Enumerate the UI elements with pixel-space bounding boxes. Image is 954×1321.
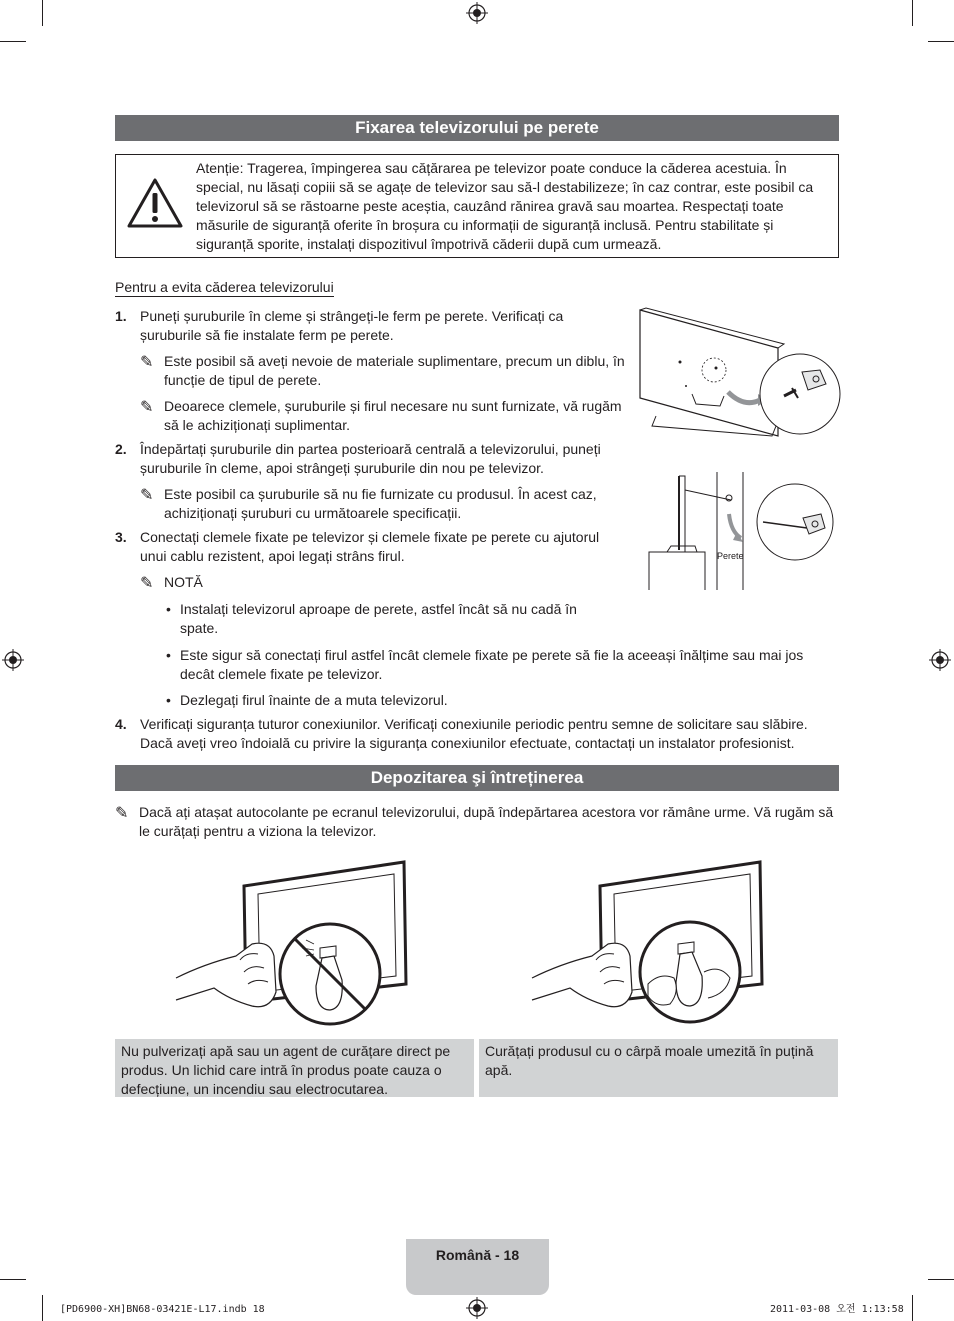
note-text: Este posibil să aveți nevoie de materiale suplimentare, precum un diblu, în funcție de tipul de perete. [164,353,625,388]
crop-mark [42,0,43,26]
cloth-cleaning-illustration [530,860,766,1028]
note-text: Dacă ați atașat autocolante pe ecranul televizorului, după îndepărtarea acestora vor rămâne urme. Vă rugăm să le curățați pentru a viziona la televizor. [139,804,834,839]
note-pencil-icon: ✎ [140,573,154,592]
bullet-dot: • [166,647,171,663]
step-text: Îndepărtați șuruburile din partea posterioară centrală a televizorului, puneți șuruburile în cleme, apoi strângeți șuruburile din nou pe televizor. [140,441,601,476]
step-number: 3. [115,529,127,545]
tv-wall-cable-illustration [645,472,841,590]
warning-triangle-icon [126,177,184,229]
registration-mark-icon [466,1297,488,1319]
slug-left: [PD6900-XH]BN68-03421E-L17.indb 18 [60,1304,265,1315]
caption-cloth: Curățați produsul cu o cârpă moale umezită în puțină apă. [479,1039,838,1097]
step-text: Puneți șuruburile în cleme și strângeți-le ferm pe perete. Verificați ca șuruburile să fie instalate ferm pe perete. [140,308,564,343]
bullet-dot: • [166,601,171,617]
crop-mark [0,1279,26,1280]
crop-mark [928,41,954,42]
note-item [140,352,630,390]
bullet-dot: • [166,692,171,708]
note-item [140,397,630,435]
no-spray-icon [280,924,380,1024]
crop-mark [0,41,26,42]
note-item [115,803,837,841]
warning-box [115,154,839,258]
note-text: Este posibil ca șuruburile să nu fie furnizate cu produsul. În acest caz, achiziționați șuruburi cu următoarele specificații. [164,486,597,521]
step-text: Conectați clemele fixate pe televizor și clemele fixate pe perete cu ajutorul unui cablu rezistent, apoi legați strâns firul. [140,529,600,564]
no-spray-cleaning-illustration [174,860,410,1028]
step-text: Verificați siguranța tuturor conexiunilor. Verificați conexiunile periodic pentru semne de solicitare sau slăbire. Dacă aveți vreo îndoială cu privire la siguranța conexiunilor efectuate, contactați un instalator profesionist. [140,716,808,751]
note-pencil-icon: ✎ [140,352,154,371]
registration-mark-icon [2,649,24,671]
crop-mark [928,1279,954,1280]
crop-mark [912,1295,913,1321]
page-label: Română - 18 [435,1247,520,1263]
section-title-depozitare: Depozitarea şi întreținerea [115,765,839,791]
crop-mark [42,1295,43,1321]
bullet-text: Instalați televizorul aproape de perete, astfel încât să nu cadă în spate. [180,601,577,636]
slug-right: 2011-03-08 오전 1:13:58 [770,1304,904,1315]
registration-mark-icon [466,2,488,24]
note-pencil-icon: ✎ [140,397,154,416]
step-number: 4. [115,716,127,732]
bullet-text: Dezlegați firul înainte de a muta televizorul. [180,692,448,708]
note-label-row [140,573,203,592]
tv-back-screws-illustration [636,306,842,446]
step-number: 2. [115,441,127,457]
step-number: 1. [115,308,127,324]
section-title-fixare: Fixarea televizorului pe perete [115,115,839,141]
warning-label: Atenție [196,160,240,176]
note-item [140,485,630,523]
warning-text [196,159,832,254]
note-pencil-icon: ✎ [140,485,154,504]
bullet-text: Este sigur să conectați firul astfel încât clemele fixate pe perete să fie la aceeași înălțime sau mai jos decât clemele fixate pe televizor. [180,647,804,682]
wall-label: Perete [717,551,744,561]
note-text: Deoarece clemele, șuruburile și firul necesare nu sunt furnizate, vă rugăm să le achiziționați suplimentar. [164,398,622,433]
note-label: NOTĂ [164,574,203,590]
note-pencil-icon: ✎ [115,803,129,822]
registration-mark-icon [929,649,951,671]
warning-body: : Tragerea, împingerea sau cățărarea pe televizor poate conduce la căderea acestuia. În special, nu lăsați copiii să se agațe de televizor sau să-l destabilizeze; în caz contrar, este posibil ca televizorul să se răstoarne peste aceștia, cauzând rănirea gravă sau moartea. Respectați toate măsurile de siguranță oferite în broșura cu informații de siguranță inclusă. Pentru stabilitate și siguranță sporite, instalați dispozitivul împotrivă căderii după cum urmează. [196,160,814,252]
crop-mark [912,0,913,26]
page-number-tab [406,1239,549,1295]
caption-no-spray: Nu pulverizați apă sau un agent de curățare direct pe produs. Un lichid care intră în produs poate cauza o defecțiune, un incendiu sau electrocutarea. [115,1039,474,1097]
subheading: Pentru a evita căderea televizorului [115,279,334,295]
